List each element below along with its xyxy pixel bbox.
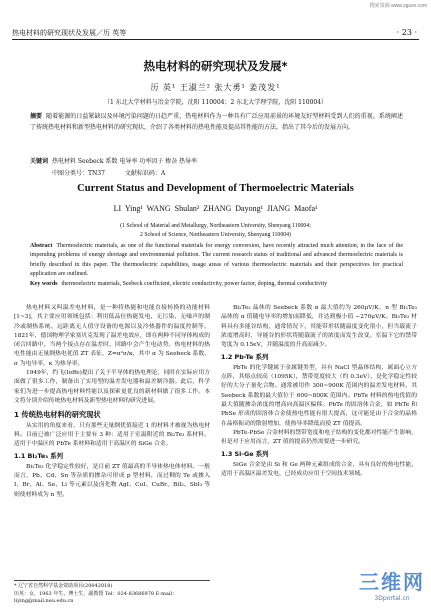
page-number: · 23 ·: [396, 28, 417, 37]
subsection-heading-1-2: 1.2 Pb-Te 系列: [221, 353, 269, 362]
keywords-cn-text: 热电材料 Seebeck 系数 电导率 功率因子 掺杂 热导率: [52, 158, 198, 165]
abstract-en-label: Abstract: [30, 243, 53, 249]
intro-paragraph-1: 热电材料又叫温差电材料，是一种将热能和电能直接转换的功能材料[1~3]，其主要应用领域包括：利用低品位热能发电、无污染、无噪声的制冷或制热系统、远距离无人值守设备的电源以及冷热器件的温度控制等。1821年，德国物理学家塞贝克发现了温差电效应，即在两种不同导体构成的闭合回路中，当两个接点存在温差时，回路中会产生电动势。热电材料的热电性能由无量纲热电优值 ZT 表征，Z=α²σ/κ，其中 α 为 Seebeck 系数，σ 为电导率，κ 为热导率。: [14, 305, 210, 367]
abstract-en: [30, 242, 403, 280]
abstract-en-text: Thermoelectric materials, as one of the functional materials for energy conversion, have recently attracted much attention, in the face of the impending problems of energy shortage and environmental pollution. The current research status of traditional and advanced thermoelectric materials is briefly described in this paper. The thermoelectric capabilities, usage areas of various thermoelectric materials and their perspectives for practical application are outlined.: [30, 243, 403, 278]
subsection-1-1-paragraph: Bi₂Te₃ 化学稳定性较好，是目前 ZT 值最高的半导体热电体材料。一般而言，Pb、Cd、Sn 等杂质的掺杂可形成 p 型材料，而过剩的 Te 或掺入 I、Br、Al、Se、Li 等元素以及卤化物 AgI、CuI、CuBr、BiI₃、SbI₃ 等则使材料成为 n 型。: [14, 463, 210, 498]
intro-paragraph-2: 1949年，约飞(Ioffe)提出了关于半导体的热电理论，同时在实际应用方面做了很多工作，制备出了实用型的温差发电器和温差制冷器。此后，科学家们为进一步提高热电材料性能以及探索更优良的新材料做了很多工作。本文将分别介绍传统热电材料及新型热电材料的研究进展。: [14, 370, 210, 404]
pbte-paragraph-2: PbTe-PbSe 合金材料的禁带宽度和电子结构的变化都对性能产生影响，但是对于应用而言，ZT 值的提高仍然需要进一步研究。: [221, 429, 417, 446]
subsection-heading-1-1: 1.1 Bi₂Te₃ 系列: [14, 452, 64, 461]
logo-url: 3Dportal.cn: [374, 595, 410, 602]
section-heading-1: 1 传统热电材料的研究现状: [14, 410, 101, 420]
abstract-cn: [30, 112, 403, 133]
top-watermark-text: 搜索资源 www.sgusx.com: [369, 3, 427, 9]
document-code: 文献标识码：A: [124, 170, 166, 177]
logo-mark: 三维网: [359, 570, 425, 594]
affiliation-cn: （1 东北大学材料与冶金学院，沈阳 110004；2 东北大学理学院，沈阳 110004）: [103, 99, 328, 106]
footnote: [14, 580, 210, 606]
keywords-en-text: thermoelectric materials, Seebeck coefficient, electric conductivity, power factor, doping, thermal conductivity: [61, 281, 328, 287]
running-head-title: 热电材料的研究现状及发展／历 英等: [12, 29, 127, 37]
keywords-en: [30, 280, 403, 289]
paper-title-en: Current Status and Development of Thermoelectric Materials: [77, 183, 354, 194]
affiliation-en-line-1: (1 School of Material and Metallurgy, Northeastern University, Shenyang 110004;: [120, 223, 311, 229]
abstract-cn-label: 摘要: [30, 113, 43, 120]
body-column-right: [221, 304, 417, 479]
authors-en: LI Ying¹ WANG Shulan² ZHANG Dayong¹ JIANG Maofa¹: [113, 204, 318, 213]
affiliation-en: [40, 222, 391, 240]
site-logo-watermark: [357, 566, 427, 608]
running-head: [12, 27, 419, 40]
authors-cn: 历 英¹ 王淑兰² 张大勇¹ 姜茂发¹: [150, 83, 281, 92]
section-1-paragraph: 从实用的角度来看，只有那些无量纲优值接近 1 的材料才被视为热电材料。目前已被广泛应用于主要有 3 种：适用于室温附近的 Bi₂Te₃ 系材料，适用于中温区的 PbTe 系材料和适用于高温区的 SiGe 合金。: [14, 422, 210, 448]
bi2te3-continued-paragraph: Bi₂Te₃ 晶体的 Seebeck 系数 α 最大值约为 260μV/K，n 型 Bi₂Te₃ 晶体的 α 值随电导率的增加而降低，并达到极小值 −270μV/K。Bi₂Te₃ 材料具有多能谷结构，通常情况下，其能带形状随温度变化很小，但当载流子浓度增高时，导能谷的形状将随载流子的浓度而发生改变。室温下它的禁带宽度为 0.15eV，并随温度的升高而减少。: [221, 305, 417, 349]
keywords-cn-label: 关键词: [30, 158, 49, 165]
pbte-paragraph-1: PbTe 的化学键属于金属键类型，具有 NaCl 型晶体结构，属面心立方点阵，其熔点较高（1095K），禁带宽度较大（约 0.3eV），是化学稳定性较好的大分子量化合物。通常被用作 300~900K 范围内的温差发电材料，其 Seebeck 系数的最大值位于 600~800K 范围内。PbTe 材料的热电优值的最大值随掺杂浓度的增高向高温区偏移。PbTe 的固溶体合金，如 PbTe 和 PbSe 形成的固溶体合金使热电性能有很大提高，这可能是由于合金的晶格在晶格振动的散射增加，使热导率降低而使 ZT 值提高。: [221, 364, 417, 427]
keywords-cn: [30, 156, 403, 165]
sige-paragraph: SiGe 合金是由 Si 和 Ge 两种元素组成的合金，具有良好的热电性能，适用于高温区温差发电，已经成功应用于空间技术领域。: [221, 461, 417, 478]
classification-info: [52, 168, 403, 177]
paper-title-cn: 热电材料的研究现状及发展*: [143, 59, 288, 73]
body-column-left: [14, 304, 210, 500]
clc-number: 中图分类号：TN37: [52, 170, 105, 177]
footnote-fund: * 辽宁省自然科学基金资助项目(20042018): [14, 583, 113, 589]
footnote-author: 历英：女，1963 年生，博士生，副教授 Tel：024-83686978 E-mail：liying@mail.neu.edu.cn: [14, 590, 178, 604]
subsection-heading-1-3: 1.3 Si-Ge 系列: [221, 450, 269, 459]
keywords-en-label: Key words: [30, 281, 58, 287]
affiliation-en-line-2: 2 School of Science, Northeastern University, Shenyang 110004): [140, 232, 291, 238]
abstract-cn-text: 随着能源的日益紧缺以及环境污染问题的日趋严重，热电材料作为一种具有广泛应用前景的环境友好型材料受到人们的重视。系统阐述了传统热电材料和新型热电材料的研究现状，介绍了各类材料的热电性能及提高其性能的方法，指出了其今后的发展方向。: [30, 113, 403, 131]
